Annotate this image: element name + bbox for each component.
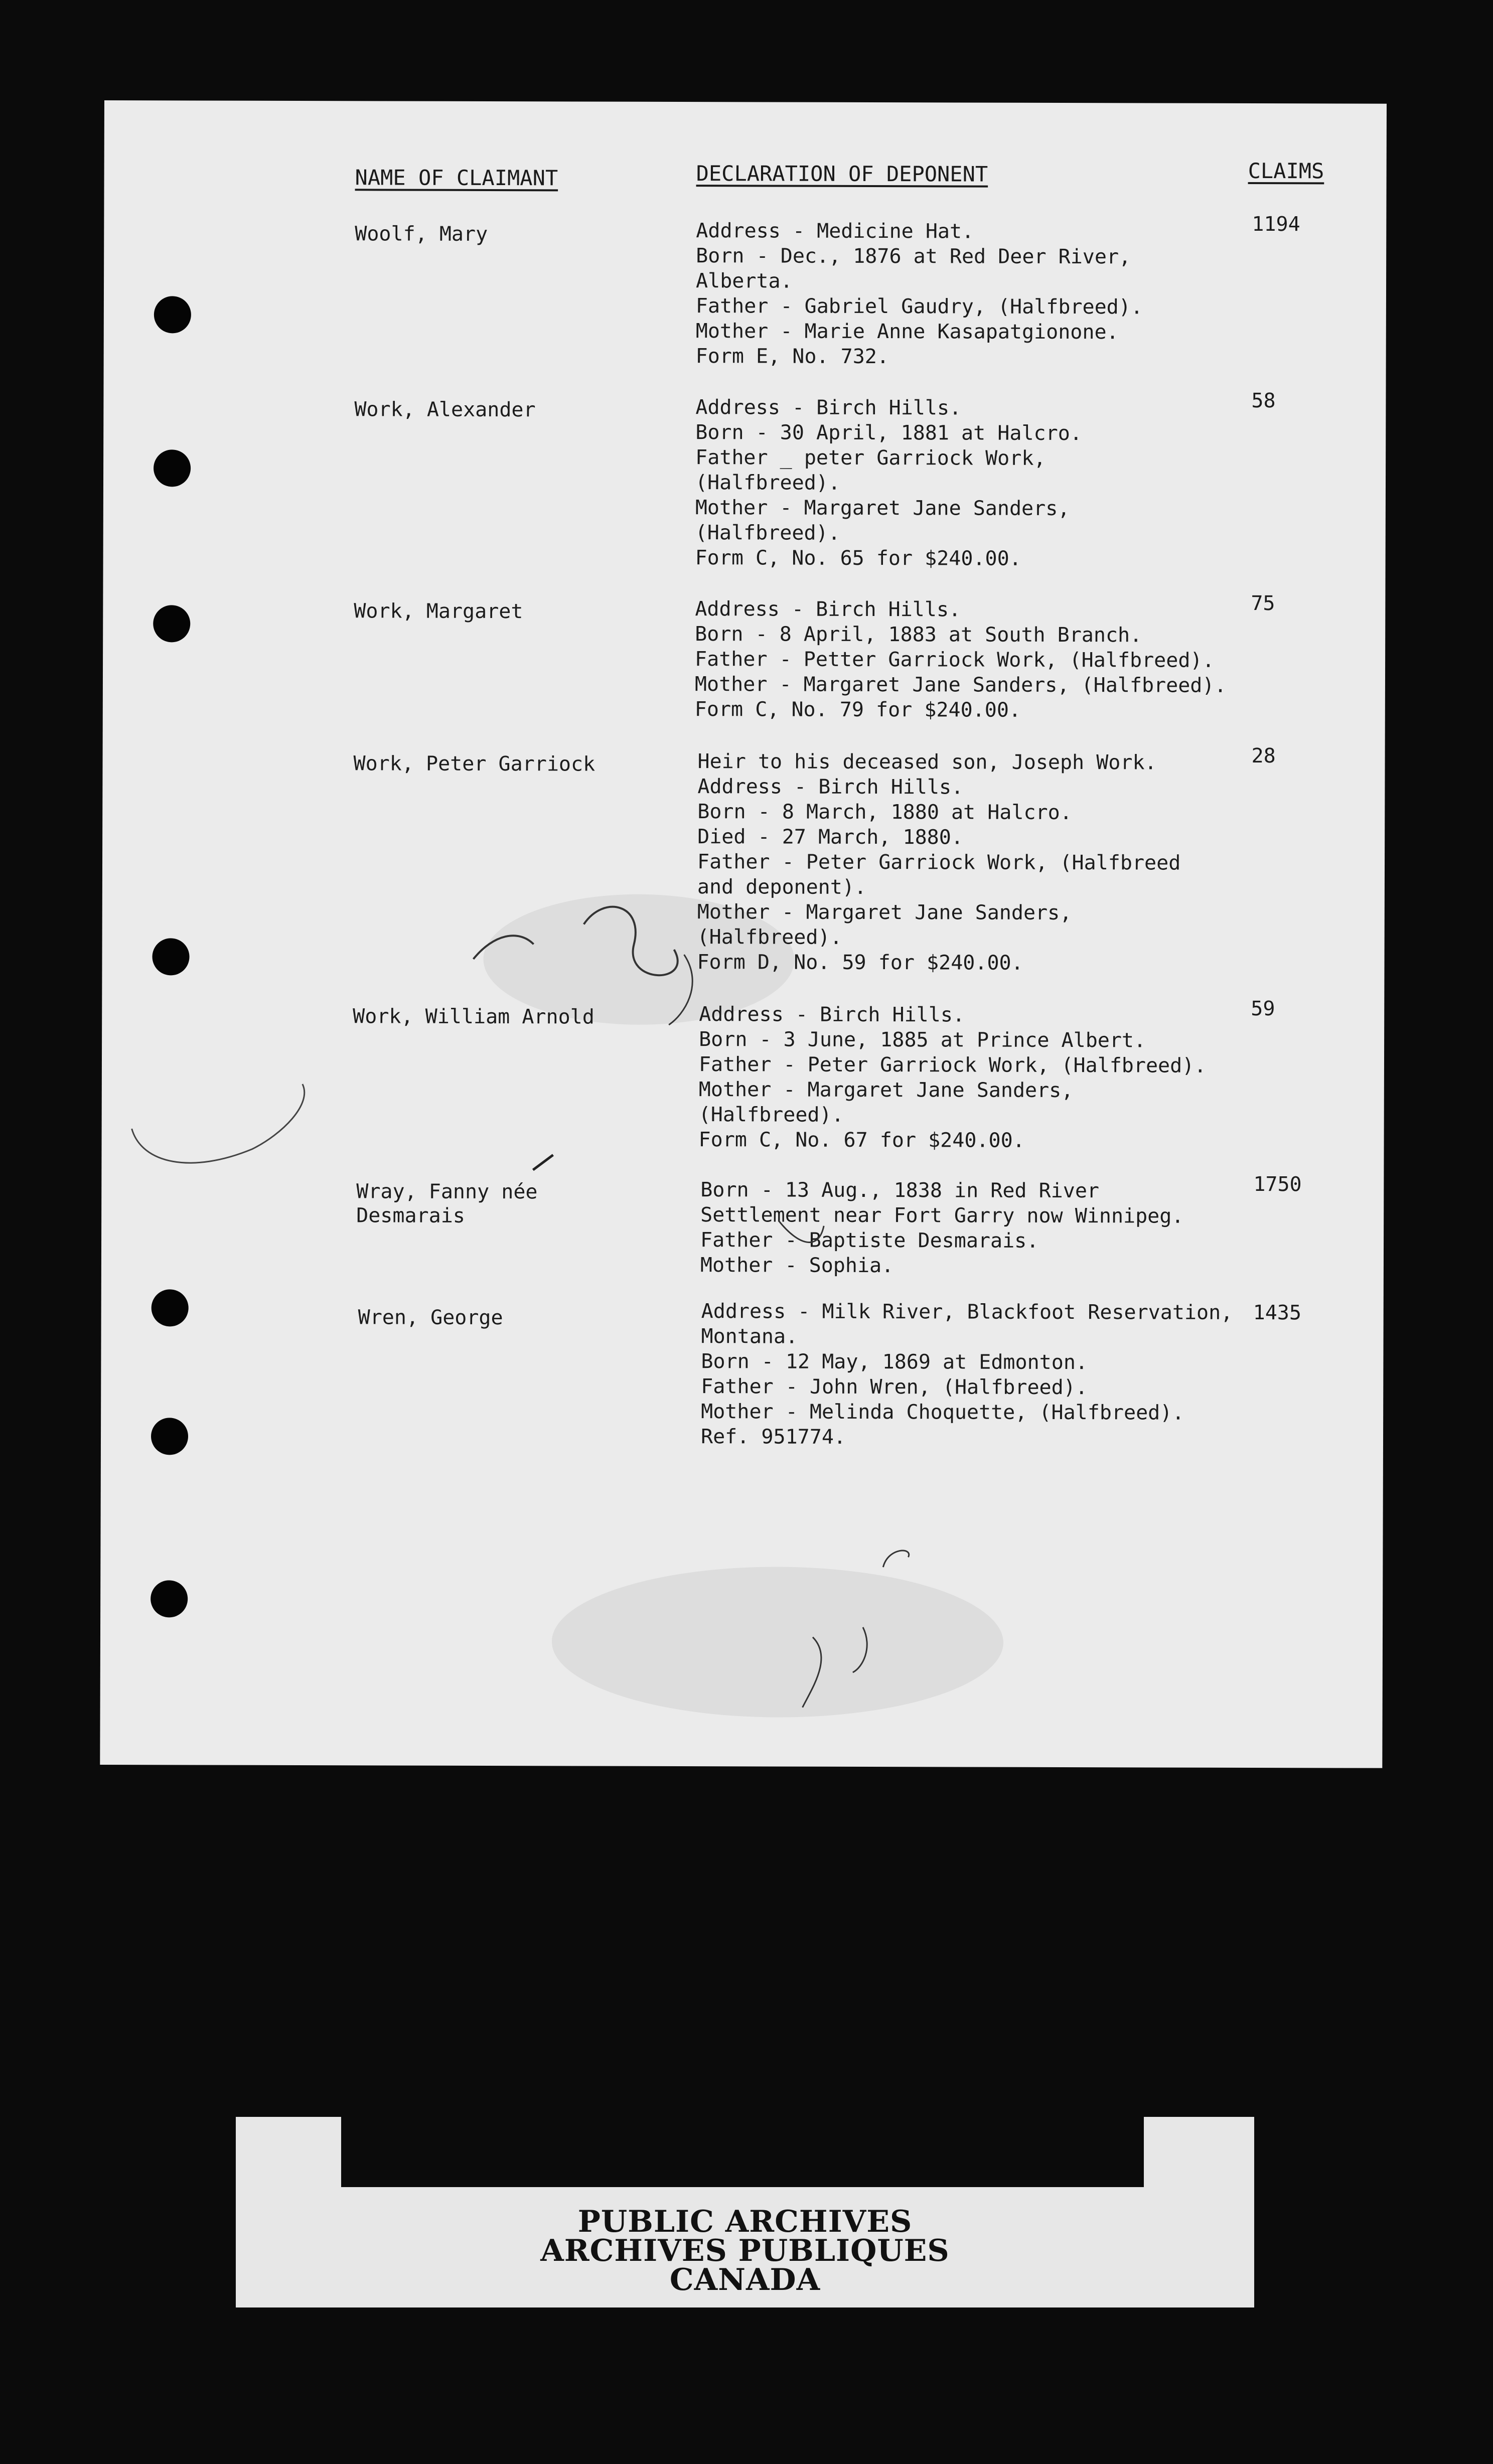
declaration-line: Born - 8 April, 1883 at South Branch. bbox=[695, 623, 1142, 647]
declaration-line: Born - 3 June, 1885 at Prince Albert. bbox=[699, 1028, 1146, 1052]
declaration-line: Settlement near Fort Garry now Winnipeg. bbox=[700, 1203, 1184, 1228]
claimant-name-line: Wray, Fanny née bbox=[356, 1180, 538, 1204]
declaration-line: Address - Medicine Hat. bbox=[696, 219, 974, 243]
declaration-line: Mother - Margaret Jane Sanders, bbox=[697, 900, 1072, 925]
declaration-line: Father - Peter Garriock Work, (Halfbreed bbox=[697, 850, 1181, 875]
declaration-line: Form C, No. 79 for $240.00. bbox=[694, 698, 1021, 722]
declaration-line: Born - 8 March, 1880 at Halcro. bbox=[697, 800, 1072, 825]
declaration-line: Form D, No. 59 for $240.00. bbox=[697, 951, 1023, 975]
claimant-name-line: Work, Alexander bbox=[354, 398, 536, 422]
declaration-line: Form E, No. 732. bbox=[695, 345, 889, 369]
declaration-line: Born - 12 May, 1869 at Edmonton. bbox=[701, 1350, 1088, 1374]
card-notch bbox=[341, 2117, 1144, 2187]
header-claims: CLAIMS bbox=[1248, 158, 1324, 184]
claim-number: 1194 bbox=[1252, 212, 1300, 236]
declaration-line: Address - Birch Hills. bbox=[695, 597, 961, 622]
claim-number: 1435 bbox=[1253, 1301, 1302, 1325]
document-page bbox=[100, 100, 1387, 1768]
declaration-line: Father - Peter Garriock Work, (Halfbreed). bbox=[698, 1053, 1207, 1077]
declaration-line: Address - Milk River, Blackfoot Reservation, bbox=[701, 1300, 1233, 1324]
claim-number: 1750 bbox=[1253, 1173, 1302, 1196]
declaration-line: Mother - Melinda Choquette, (Halfbreed). bbox=[701, 1400, 1184, 1425]
claimant-name-line: Desmarais bbox=[356, 1204, 465, 1227]
declaration-line: Montana. bbox=[701, 1325, 798, 1348]
declaration-line: and deponent). bbox=[697, 875, 867, 899]
claim-number: 59 bbox=[1251, 997, 1275, 1021]
declaration-line: Born - 30 April, 1881 at Halcro. bbox=[695, 421, 1082, 445]
declaration-line: Father - Gabriel Gaudry, (Halfbreed). bbox=[695, 294, 1143, 319]
declaration-line: Father - Petter Garriock Work, (Halfbreed). bbox=[695, 648, 1215, 672]
declaration-line: Mother - Margaret Jane Sanders, (Halfbreed). bbox=[694, 673, 1227, 697]
archive-stamp-line: CANADA bbox=[669, 2262, 821, 2297]
claim-number: 28 bbox=[1251, 744, 1276, 768]
declaration-line: Address - Birch Hills. bbox=[695, 396, 962, 420]
declaration-line: Mother - Sophia. bbox=[700, 1254, 894, 1278]
archive-stamp-line: PUBLIC ARCHIVES bbox=[577, 2204, 913, 2239]
declaration-line: Address - Birch Hills. bbox=[697, 775, 964, 799]
archive-stamp-line: ARCHIVES PUBLIQUES bbox=[540, 2233, 950, 2268]
declaration-line: Alberta. bbox=[696, 269, 793, 293]
claimant-name-line: Wren, George bbox=[358, 1306, 503, 1330]
declaration-line: Heir to his deceased son, Joseph Work. bbox=[697, 750, 1157, 775]
declaration-line: Father _ peter Garriock Work, bbox=[695, 446, 1046, 470]
declaration-line: (Halfbreed). bbox=[698, 1103, 844, 1127]
declaration-line: Born - Dec., 1876 at Red Deer River, bbox=[696, 244, 1131, 269]
declaration-line: Died - 27 March, 1880. bbox=[697, 825, 964, 849]
declaration-line: Mother - Margaret Jane Sanders, bbox=[695, 496, 1070, 521]
claim-number: 75 bbox=[1251, 591, 1275, 615]
declaration-line: (Halfbreed). bbox=[697, 926, 842, 949]
scribble-marks bbox=[100, 100, 1387, 1768]
declaration-line: Form C, No. 65 for $240.00. bbox=[695, 546, 1021, 570]
declaration-line: Mother - Margaret Jane Sanders, bbox=[698, 1078, 1074, 1103]
declaration-line: Father - John Wren, (Halfbreed). bbox=[701, 1375, 1088, 1400]
header-claimant: NAME OF CLAIMANT bbox=[355, 165, 558, 191]
declaration-line: (Halfbreed). bbox=[695, 471, 841, 495]
declaration-line: Ref. 951774. bbox=[700, 1425, 846, 1449]
declaration-line: Father - Baptiste Desmarais. bbox=[700, 1228, 1039, 1253]
claim-number: 58 bbox=[1251, 389, 1276, 413]
claimant-name-line: Work, Margaret bbox=[354, 599, 523, 624]
claimant-name-line: Work, Peter Garriock bbox=[353, 752, 595, 776]
declaration-line: Born - 13 Aug., 1838 in Red River bbox=[700, 1178, 1100, 1203]
claimant-name-line: Woolf, Mary bbox=[355, 222, 488, 246]
declaration-line: Address - Birch Hills. bbox=[699, 1003, 965, 1027]
declaration-line: Mother - Marie Anne Kasapatgionone. bbox=[695, 320, 1119, 344]
archive-stamp-card bbox=[236, 2117, 1254, 2307]
claimant-name-line: Work, William Arnold bbox=[353, 1005, 594, 1029]
declaration-line: Form C, No. 67 for $240.00. bbox=[698, 1128, 1025, 1152]
header-declaration: DECLARATION OF DEPONENT bbox=[696, 161, 988, 187]
declaration-line: (Halfbreed). bbox=[695, 521, 840, 545]
